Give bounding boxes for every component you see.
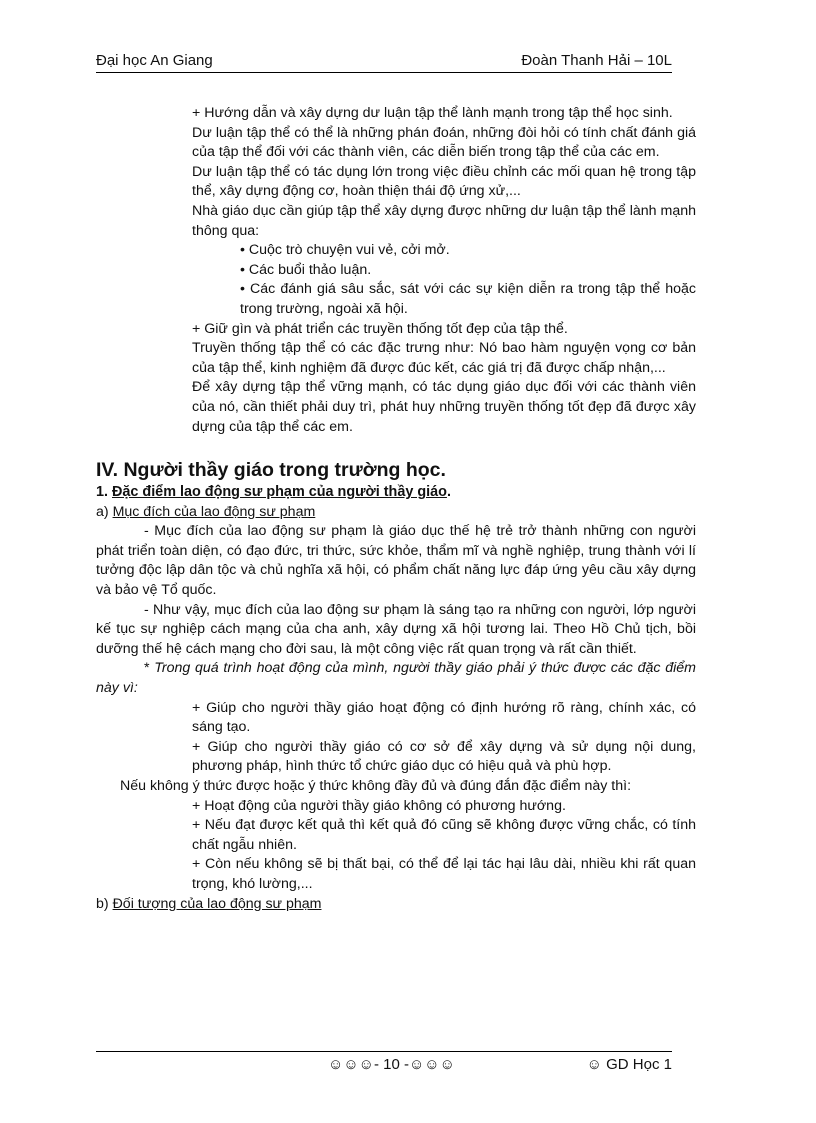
paragraph: Để xây dựng tập thể vững mạnh, có tác dụng giáo dục đối với các thành viên của nó, cần thiết phải duy trì, phát huy những truyền thống tốt đẹp đã được xây dựng của tập thể các em.: [192, 379, 696, 435]
section-heading: IV. Người thầy giáo trong trường học.: [96, 459, 446, 482]
bullet-item: • Các buổi thảo luận.: [240, 261, 372, 278]
sub-b-prefix: b): [96, 895, 113, 912]
paragraph: Dư luận tập thể có thể là những phán đoán, những đòi hỏi có tính chất đánh giá của tập thể đối với các thành viên, các diễn biến trong tập thể của các em.: [192, 124, 696, 161]
paragraph: Nếu không ý thức được hoặc ý thức không đầy đủ và đúng đắn đặc điểm này thì:: [120, 778, 632, 794]
page-header: [96, 52, 672, 73]
sub-heading-b: [96, 895, 696, 915]
paragraph: + Nếu đạt được kết quả thì kết quả đó cũng sẽ không được vững chắc, có tính chất ngẫu nhiên.: [192, 817, 696, 853]
paragraph: - Như vậy, mục đích của lao động sư phạm là sáng tạo ra những con người, lớp người kế tục sự nghiệp cách mạng của cha anh, xây dựng xã hội tương lai. Theo Hồ Chủ tịch, bồi dưỡng thế hệ cách mạng cho đời sau, là một công việc rất quan trọng và rất cần thiết.: [96, 601, 696, 657]
paragraph: - Mục đích của lao động sư phạm là giáo dục thế hệ trẻ trở thành những con người phát triển toàn diện, có đạo đức, tri thức, sức khỏe, thẩm mĩ và nghề nghiệp, trung thành với lí tưởng độc lập dân tộc và chủ nghĩa xã hội, có phẩm chất năng lực đáp ứng yêu cầu xây dựng và bảo vệ Tổ quốc.: [96, 523, 696, 599]
paragraph: [96, 659, 696, 698]
subsection-number: 1.: [96, 484, 112, 501]
page-footer: [96, 1051, 672, 1073]
paragraph: + Giúp cho người thầy giáo hoạt động có định hướng rõ ràng, chính xác, có sáng tạo.: [192, 699, 696, 736]
paragraph: + Hướng dẫn và xây dựng dư luận tập thể lành mạnh trong tập thể học sinh.: [192, 105, 673, 121]
paragraph: Dư luận tập thể có tác dụng lớn trong việc điều chỉnh các mối quan hệ trong tập thể, xây dựng động cơ, hoàn thiện thái độ ứng xử,...: [192, 163, 696, 200]
sub-b-title: Đối tượng của lao động sư phạm: [112, 895, 322, 912]
sub-a-prefix: a): [96, 503, 113, 520]
sub-a-title: Mục đích của lao động sư phạm: [112, 503, 316, 520]
bullet-item: • Các đánh giá sâu sắc, sát với các sự kiện diễn ra trong tập thể hoặc trong trường, ngoài xã hội.: [240, 281, 696, 317]
paragraph: + Còn nếu không sẽ bị thất bại, có thể để lại tác hại lâu dài, nhiều khi rất quan trọng, khó lường,...: [192, 856, 696, 892]
paragraph: Nhà giáo dục cần giúp tập thể xây dựng được những dư luận tập thể lành mạnh thông qua:: [192, 202, 696, 239]
sub-heading-a: [96, 503, 696, 523]
subsection-end: .: [446, 484, 451, 501]
paragraph: + Giúp cho người thầy giáo có cơ sở để xây dựng và sử dụng nội dung, phương pháp, hình thức tổ chức giáo dục có hiệu quả và phù hợp.: [192, 738, 696, 775]
header-right: Đoàn Thanh Hải – 10L: [521, 52, 672, 69]
page-body: [96, 104, 696, 914]
header-left: Đại học An Giang: [96, 52, 213, 69]
footer-right: ☺ GD Học 1: [586, 1056, 672, 1073]
subsection-title: Đặc điểm lao động sư phạm của người thầy giáo: [112, 484, 447, 501]
paragraph: + Hoạt động của người thầy giáo không có phương hướng.: [192, 797, 566, 814]
subsection-heading: [96, 483, 696, 503]
paragraph: + Giữ gìn và phát triển các truyền thống tốt đẹp của tập thể.: [192, 320, 568, 337]
paragraph: Truyền thống tập thể có các đặc trưng như: Nó bao hàm nguyện vọng cơ bản của tập thể, kinh nghiệm đã được đúc kết, các giá trị đã được chấp nhận,...: [192, 340, 696, 376]
page-number: ☺☺☺- 10 -☺☺☺: [328, 1056, 455, 1073]
bullet-item: • Cuộc trò chuyện vui vẻ, cởi mở.: [240, 242, 450, 259]
star-mark: *: [144, 660, 155, 677]
italic-note: Trong quá trình hoạt động của mình, người thầy giáo phải ý thức được các đặc điểm này vì:: [96, 660, 696, 697]
